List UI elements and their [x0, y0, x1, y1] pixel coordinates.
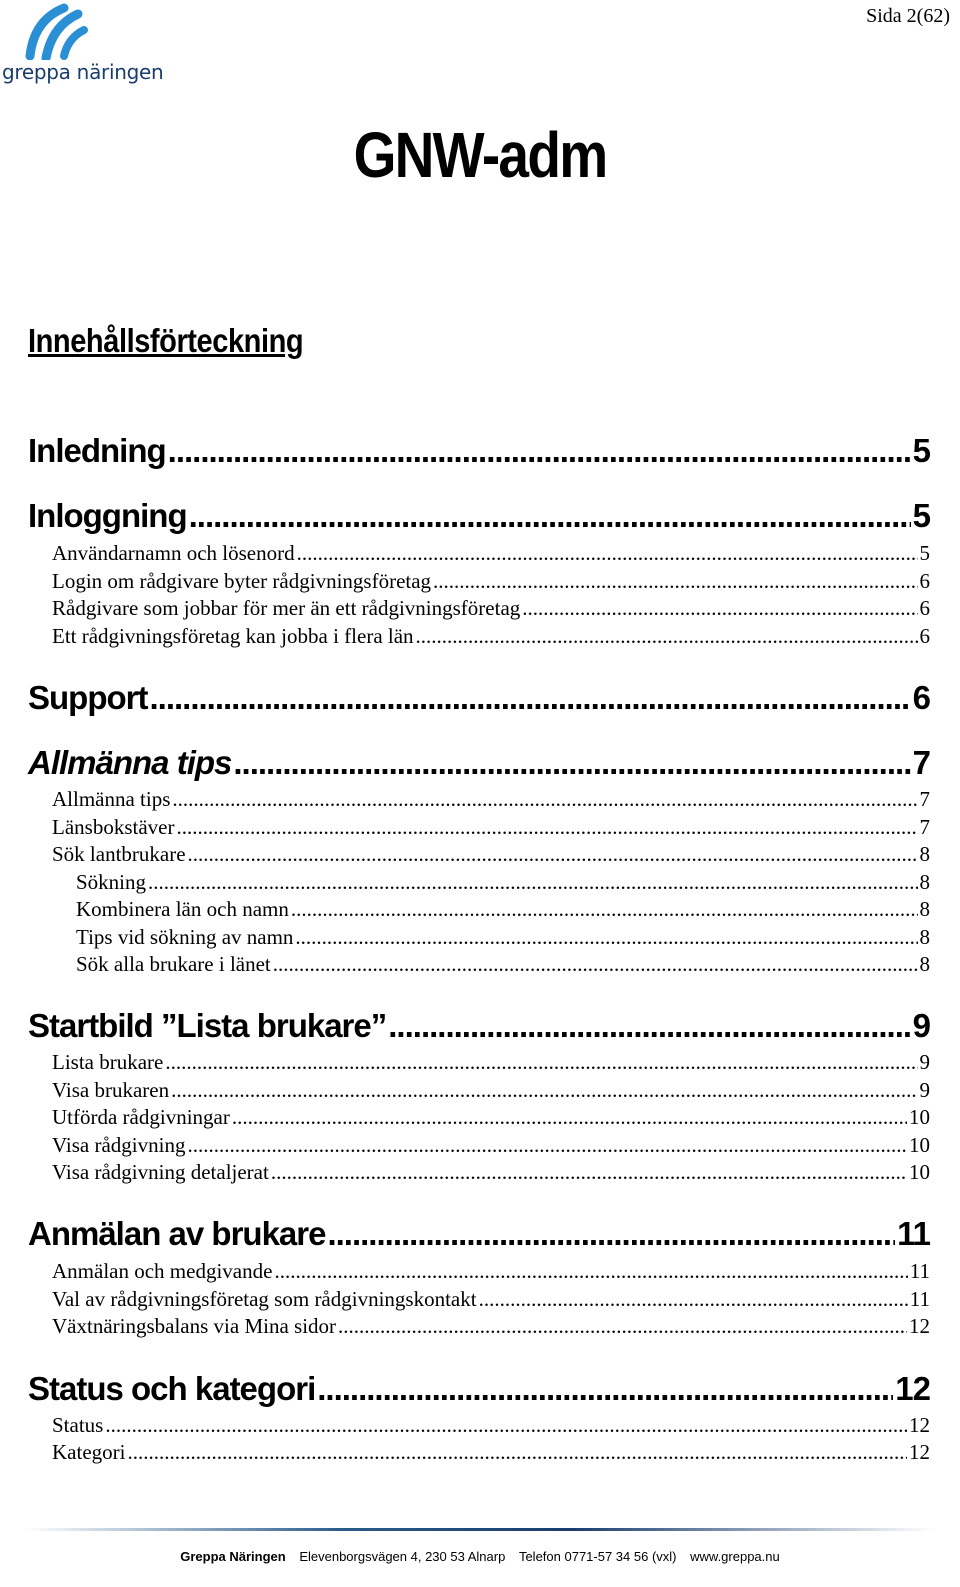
toc-entry-page: 11	[897, 1215, 930, 1252]
toc-entry-label: Visa rådgivning	[52, 1133, 186, 1157]
toc-subsection-entry[interactable]	[52, 1160, 930, 1185]
toc-leader-dots	[127, 1440, 907, 1465]
toc-section-entry[interactable]	[28, 744, 930, 782]
toc-section-entry[interactable]	[28, 432, 930, 470]
toc-subsection-entry[interactable]	[52, 569, 930, 594]
toc-entry-page: 5	[912, 497, 930, 534]
toc-leader-dots	[233, 744, 910, 782]
logo-text: greppa näringen	[2, 60, 164, 84]
toc-entry-label: Tips vid sökning av namn	[76, 925, 294, 949]
toc-leader-dots	[295, 925, 917, 950]
toc-entry-page: 10	[909, 1160, 930, 1184]
toc-leader-dots	[149, 679, 910, 717]
footer-phone: Telefon 0771-57 34 56 (vxl)	[518, 1549, 677, 1564]
toc-entry-page: 8	[919, 842, 930, 866]
toc-subsection-entry[interactable]	[76, 870, 930, 895]
toc-entry-label: Sök lantbrukare	[52, 842, 186, 866]
toc-entry-page: 12	[895, 1370, 930, 1407]
toc-entry-label: Kombinera län och namn	[76, 897, 289, 921]
toc-leader-dots	[148, 870, 917, 895]
toc-entry-page: 9	[919, 1050, 930, 1074]
toc-subsection-entry[interactable]	[52, 1314, 930, 1339]
toc-entry-label: Ett rådgivningsföretag kan jobba i flera län	[52, 624, 414, 648]
toc-leader-dots	[388, 1007, 910, 1045]
toc-subsection-entry[interactable]	[52, 596, 930, 621]
toc-section-entry[interactable]	[28, 1007, 930, 1045]
toc-entry-page: 5	[912, 432, 930, 469]
toc-entry-label: Anmälan och medgivande	[52, 1259, 273, 1283]
toc-subsection-entry[interactable]	[76, 925, 930, 950]
toc-leader-dots	[176, 815, 917, 840]
toc-entry-page: 6	[912, 679, 930, 716]
toc-leader-dots	[189, 497, 911, 535]
toc-leader-dots	[188, 842, 918, 867]
toc-entry-label: Allmänna tips	[52, 787, 171, 811]
toc-entry-page: 8	[919, 897, 930, 921]
page-number: Sida 2(62)	[866, 5, 950, 27]
toc-subsection-entry[interactable]	[52, 1078, 930, 1103]
toc-entry-label: Sök alla brukare i länet	[76, 952, 271, 976]
toc-leader-dots	[271, 1160, 907, 1185]
toc-entry-label: Sökning	[76, 870, 147, 894]
toc-entry-label: Anmälan av brukare	[28, 1215, 326, 1252]
toc-entry-page: 6	[919, 624, 930, 648]
toc-subsection-entry[interactable]	[52, 842, 930, 867]
toc-subsection-entry[interactable]	[52, 1050, 930, 1075]
toc-entry-label: Status	[52, 1413, 104, 1437]
toc-subsection-entry[interactable]	[52, 1105, 930, 1130]
toc-section-entry[interactable]	[28, 497, 930, 535]
toc-entry-page: 9	[912, 1007, 930, 1044]
toc-entry-label: Visa brukaren	[52, 1078, 170, 1102]
toc-leader-dots	[105, 1413, 907, 1438]
toc-entry-page: 11	[909, 1259, 930, 1283]
toc-leader-dots	[172, 787, 917, 812]
toc-entry-label: Startbild ”Lista brukare”	[28, 1007, 387, 1044]
toc-entry-page: 12	[909, 1413, 930, 1437]
toc-entry-label: Support	[28, 679, 148, 716]
toc-entry-page: 8	[919, 925, 930, 949]
toc-entry-label: Status och kategori	[28, 1370, 316, 1407]
toc-entry-page: 7	[912, 744, 930, 781]
toc-entry-label: Inledning	[28, 432, 166, 469]
toc-section-entry[interactable]	[28, 1215, 930, 1253]
toc-entry-label: Visa rådgivning detaljerat	[52, 1160, 269, 1184]
footer-company: Greppa Näringen	[180, 1549, 286, 1564]
toc-leader-dots	[273, 952, 918, 977]
toc-entry-page: 8	[919, 870, 930, 894]
footer-address: Elevenborgsvägen 4, 230 53 Alnarp	[299, 1549, 506, 1564]
toc-leader-dots	[232, 1105, 907, 1130]
toc-leader-dots	[165, 1050, 917, 1075]
toc-entry-label: Växtnäringsbalans via Mina sidor	[52, 1314, 337, 1338]
toc-leader-dots	[317, 1370, 893, 1408]
toc-entry-page: 8	[919, 952, 930, 976]
footer-divider	[25, 1528, 935, 1531]
toc-entry-page: 7	[919, 815, 930, 839]
toc-entry-label: Länsbokstäver	[52, 815, 175, 839]
toc-entry-label: Inloggning	[28, 497, 187, 534]
toc-entry-page: 5	[919, 541, 930, 565]
toc-entry-label: Allmänna tips	[28, 744, 232, 781]
toc-leader-dots	[168, 432, 911, 470]
toc-leader-dots	[327, 1215, 895, 1253]
toc-entry-page: 12	[909, 1440, 930, 1464]
toc-leader-dots	[433, 569, 917, 594]
toc-entry-page: 6	[919, 569, 930, 593]
toc-entry-label: Rådgivare som jobbar för mer än ett rådgivningsföretag	[52, 596, 521, 620]
toc-leader-dots	[297, 541, 918, 566]
toc-entry-label: Lista brukare	[52, 1050, 164, 1074]
toc-entry-page: 11	[909, 1287, 930, 1311]
toc-subsection-entry[interactable]	[52, 1287, 930, 1312]
toc-leader-dots	[171, 1078, 917, 1103]
toc-leader-dots	[274, 1259, 907, 1284]
toc-subsection-entry[interactable]	[52, 1440, 930, 1465]
toc-leader-dots	[416, 624, 918, 649]
toc-entry-page: 6	[919, 596, 930, 620]
toc-section-entry[interactable]	[28, 1370, 930, 1408]
toc-leader-dots	[187, 1133, 907, 1158]
toc-entry-label: Användarnamn och lösenord	[52, 541, 295, 565]
toc-entry-page: 10	[909, 1133, 930, 1157]
toc-subsection-entry[interactable]	[52, 541, 930, 566]
toc-leader-dots	[338, 1314, 907, 1339]
toc-entry-page: 12	[909, 1314, 930, 1338]
toc-section-entry[interactable]	[28, 679, 930, 717]
toc-entry-page: 10	[909, 1105, 930, 1129]
toc-subsection-entry[interactable]	[52, 624, 930, 649]
footer	[0, 1549, 960, 1564]
toc-entry-label: Utförda rådgivningar	[52, 1105, 230, 1129]
toc-leader-dots	[522, 596, 917, 621]
toc-subsection-entry[interactable]	[52, 787, 930, 812]
toc-subsection-entry[interactable]	[52, 1133, 930, 1158]
toc-entry-page: 7	[919, 787, 930, 811]
toc-subsection-entry[interactable]	[52, 1413, 930, 1438]
toc-entry-label: Kategori	[52, 1440, 126, 1464]
document-title: GNW-adm	[353, 119, 607, 191]
toc-entry-label: Login om rådgivare byter rådgivningsföretag	[52, 569, 432, 593]
toc-leader-dots	[291, 897, 918, 922]
toc-entry-page: 9	[919, 1078, 930, 1102]
toc-heading: Innehållsförteckning	[28, 322, 304, 359]
toc-subsection-entry[interactable]	[52, 1259, 930, 1284]
toc-subsection-entry[interactable]	[76, 897, 930, 922]
toc-subsection-entry[interactable]	[52, 815, 930, 840]
toc-entry-label: Val av rådgivningsföretag som rådgivningskontakt	[52, 1287, 477, 1311]
toc-subsection-entry[interactable]	[76, 952, 930, 977]
toc-leader-dots	[479, 1287, 908, 1312]
footer-website[interactable]: www.greppa.nu	[690, 1549, 780, 1564]
